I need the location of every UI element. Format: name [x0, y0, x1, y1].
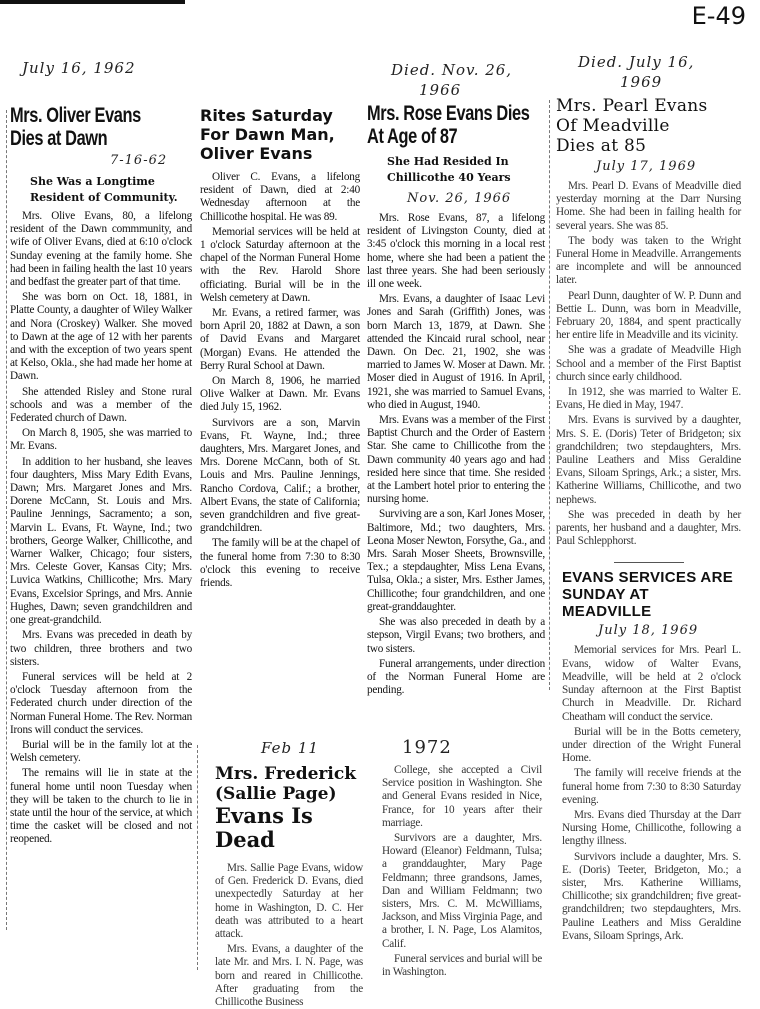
paragraph: The remains will lie in state at the funeral home until noon Tuesday when they will be taken to the church to lie in state until the hour of the service, at which time the casket will be closed and not reopened.	[10, 767, 192, 846]
handwritten-line: 1969	[620, 73, 663, 91]
handwritten-date: July 16, 1962	[22, 59, 136, 77]
paragraph: Mrs. Evans, a daughter of Isaac Levi Jones and Sarah (Griffith) Jones, was born March 13, 1879, at Dawn. She attended the Kincaid rural school, near Dawn. On Dec. 21, 1902, she was married to James W. Moser at Dawn. Mr. Moser died in August of 1916. In April, 1921, she was married to Samuel Evans, who died in August, 1940.	[367, 293, 545, 411]
headline-line: Mrs. Oliver Evans	[10, 104, 141, 127]
handwritten-note: 7-16-62	[110, 153, 168, 168]
paragraph: She attended Risley and Stone rural schools and was a member of the Federated church of Dawn.	[10, 385, 192, 425]
paragraph: The family will receive friends at the funeral home from 7:30 to 8:30 Saturday evening.	[562, 767, 741, 806]
paragraph: Mrs. Evans, a daughter of the late Mr. and Mrs. I. N. Page, was born and reared in Chillicothe. After graduating from the Chillicothe Business	[215, 943, 363, 1009]
paragraph: Mr. Evans, a retired farmer, was born April 20, 1882 at Dawn, a son of David Evans and Margaret (Morgan) Evans. He attended the Berry Rural School at Dawn.	[200, 307, 360, 372]
page-code: E-49	[691, 2, 746, 30]
paragraph: Survivors are a son, Marvin Evans, Ft. Wayne, Ind.; three daughters, Mrs. Margaret Jones, and Mrs. Dorene McCann, both of St. Louis and Mrs. Pauline Jennings, Rancho Cordova, Calif.; a brother, Albert Evans, the state of California; seven grandchildren and five great-grandchildren.	[200, 416, 360, 535]
headline-line: Mrs. Rose Evans Dies	[367, 102, 530, 125]
handwritten-date	[578, 52, 741, 92]
paragraph: On March 8, 1905, she was married to Mr. Evans.	[10, 427, 192, 453]
headline-line: Dies at 85	[556, 136, 647, 156]
paragraph: Mrs. Rose Evans, 87, a lifelong resident of Livingston County, died at 3:45 o'clock this morning in a local rest home, where she had been a patient the last three years. She had been seriously ill one week.	[367, 212, 545, 291]
paragraph: Survivors include a daughter, Mrs. S. E. (Doris) Teeter, Bridgeton, Mo.; a sister, Mrs. Katherine Williams, Chillicothe; six grandchildren; five great-grandchildren; two stepdaughters, Mrs. Pauline Leathers and Miss Geraldine Evans, Siloam Springs, Ark.	[562, 850, 741, 942]
paragraph: She was a gradate of Meadville High School and a member of the First Baptist church since early childhood.	[556, 344, 741, 383]
headline-line: (Sallie Page)	[215, 784, 337, 804]
subhead-line: Chillicothe 40 Years	[387, 171, 511, 184]
article-sallie-page-evans	[215, 738, 363, 1009]
paragraph: Mrs. Sallie Page Evans, widow of Gen. Frederick D. Evans, died unexpectedly Saturday at her home in Washington, D. C. Her death was attributed to a heart attack.	[215, 862, 363, 941]
article-sallie-page-evans-continued	[382, 738, 542, 979]
paragraph: She was also preceded in death by a stepson, Virgil Evans; two brothers, and two sisters.	[367, 616, 545, 655]
paragraph: Mrs. Pearl D. Evans of Meadville died yesterday morning at the Darr Nursing Home. She had been in failing health for several years. She was 85.	[556, 180, 741, 232]
headline-line: SUNDAY AT MEADVILLE	[562, 586, 652, 621]
paragraph: Burial will be in the Botts cemetery, under direction of the Wright Funeral Home.	[562, 725, 741, 765]
headline-line: For Dawn Man,	[200, 125, 335, 144]
column-rule	[197, 745, 198, 970]
article-evans-services	[556, 569, 741, 942]
paragraph: Memorial services for Mrs. Pearl L. Evans, widow of Walter Evans, Meadville, will be held at 2 o'clock Sunday afternoon at the First Baptist Church in Meadville. Dr. Richard Cheatham will conduct the service.	[562, 644, 741, 723]
handwritten-line: 1966	[419, 81, 462, 99]
paragraph: On March 8, 1906, he married Olive Walker at Dawn. Mr. Evans died July 15, 1962.	[200, 375, 360, 414]
meadville-column	[556, 52, 741, 943]
article-body	[10, 210, 192, 847]
headline-line: EVANS SERVICES ARE	[562, 569, 734, 587]
headline	[200, 106, 360, 163]
subhead-line: Resident of Community.	[30, 191, 178, 204]
article-body	[367, 212, 545, 697]
paragraph: In addition to her husband, she leaves four daughters, Miss Mary Edith Evans, Dawn; Mrs. Margaret Jones and Mrs. Dorene McCann, St. Louis and Mrs. Pauline Jennings, Sacramento; a son, Marvin L. Evans, Ft. Wayne, Ind.; two brothers, George Walker, Chillicothe, and Warner Walker, Chicago; four sisters, Mrs. Celeste Gover, Kansas City; Mrs. Luvica Watkins, Chillicothe; Mrs. Mary Evans, Excelsior Springs, and Mrs. Annie Hughes, Dawn; seven grandchildren and one great-grandchild.	[10, 455, 192, 627]
paragraph: Memorial services will be held at 1 o'clock Saturday afternoon at the chapel of the Norman Funeral Home with the Rev. Harold Shore officiating. Burial will be in the Welsh cemetery at Dawn.	[200, 225, 360, 304]
paragraph: Funeral arrangements, under direction of the Norman Funeral Home are pending.	[367, 657, 545, 697]
article-pearl-evans	[556, 52, 741, 548]
handwritten-year: 1972	[402, 737, 452, 758]
paragraph: Mrs. Evans was a member of the First Baptist Church and the Order of Eastern Star. She came to Chillicothe from the Dawn community 40 years ago and had resided here since that time. She resided at the Lambert hotel prior to entering the nursing home.	[367, 414, 545, 506]
article-olive-evans	[10, 58, 192, 847]
paragraph: In 1912, she was married to Walter E. Evans, He died in May, 1947.	[556, 386, 741, 412]
headline-line: Of Meadville	[556, 116, 670, 136]
paragraph: Mrs. Evans is survived by a daughter, Mrs. S. E. (Doris) Teter of Bridgeton; six grandchildren; two stepdaughters, Mrs. Pauline Leathers and Miss Geraldine Evans, Siloam Springs, Ark.; a sister, Mrs. Katherine Williams, Chillicothe, and two nephews.	[556, 414, 741, 506]
headline	[367, 102, 545, 148]
article-body	[562, 644, 741, 942]
paragraph: She was born on Oct. 18, 1881, in Platte County, a daughter of Wiley Walker and Nora (Croskey) Walker. She moved to Dawn at the age of 12 with her parents and with the exception of two years spent at Kelso, Okla., she had made her home at Dawn.	[10, 291, 192, 383]
headline-line: Mrs. Pearl Evans	[556, 96, 708, 116]
divider	[614, 562, 684, 563]
headline-line: At Age of 87	[367, 125, 458, 148]
paragraph: She was preceded in death by her parents, her husband and a daughter, Mrs. Paul Schlepphorst.	[556, 508, 741, 548]
subhead-line: She Had Resided In	[387, 155, 509, 168]
headline-line: Mrs. Frederick	[215, 764, 356, 784]
column-rule	[6, 110, 7, 930]
headline-line: Rites Saturday	[200, 106, 333, 125]
paragraph: Burial will be in the family lot at the Welsh cemetery.	[10, 738, 192, 765]
handwritten-note: July 18, 1969	[598, 623, 699, 639]
paragraph: The body was taken to the Wright Funeral Home in Meadville. Arrangements are incomplete and will be announced later.	[556, 234, 741, 287]
paragraph: Surviving are a son, Karl Jones Moser, Baltimore, Md.; two daughters, Mrs. Leona Moser Newton, Forsythe, Ga., and Mrs. Sarah Moser Sheets, Brownsville, Tex.; a stepdaughter, Miss Lena Evans, Tulsa, Okla.; a sister, Mrs. Esther James, Chillicothe; four grandchildren, and one great-granddaughter.	[367, 508, 545, 613]
headline	[556, 96, 741, 156]
headline-line: Oliver Evans	[200, 144, 313, 163]
paragraph: Mrs. Olive Evans, 80, a lifelong resident of the Dawn commmunity, and wife of Oliver Evans, died at 6:10 o'clock Sunday evening at the family home. She had been in failing health the last 10 years and bedfast the greater part of that time.	[10, 210, 192, 289]
paragraph: Oliver C. Evans, a lifelong resident of Dawn, died at 2:40 Wednesday afternoon at the Chillicothe hospital. He was 89.	[200, 171, 360, 223]
headline	[215, 764, 363, 852]
paragraph: Survivors are a daughter, Mrs. Howard (Eleanor) Feldmann, Tulsa; a granddaughter, Mary Page Feldmann; three grandsons, James, Dan and William Feldmann; two sisters, Mrs. C. M. McWilliams, Jackson, and Miss Virginia Page, and a brother, I. N. Page, Los Alamitos, Calif.	[382, 832, 542, 950]
handwritten-note: Nov. 26, 1966	[407, 191, 512, 206]
paragraph: Funeral services will be held at 2 o'clock Tuesday afternoon from the Federated church under direction of the Norman Funeral Home. The Rev. Norman Irons will conduct the services.	[10, 670, 192, 736]
article-body	[200, 171, 360, 590]
paragraph: Mrs. Evans was preceded in death by two children, three brothers and two sisters.	[10, 629, 192, 668]
article-rose-evans	[367, 60, 545, 697]
paragraph: College, she accepted a Civil Service position in Washington. She and General Evans resided in Nice, France, for 10 years after their marriage.	[382, 764, 542, 829]
paragraph: Pearl Dunn, daughter of W. P. Dunn and Bettie L. Dunn, was born in Meadville, February 20, 1884, and spent practically her entire life in Meadville and its vicinity.	[556, 289, 741, 342]
headline	[562, 569, 741, 620]
subhead	[387, 154, 545, 186]
paragraph: Funeral services and burial will be in Washington.	[382, 952, 542, 979]
handwritten-date	[391, 60, 545, 100]
article-body	[556, 180, 741, 548]
subhead	[30, 174, 192, 206]
handwritten-line: Died. Nov. 26,	[391, 61, 513, 79]
headline-line: Dies at Dawn	[10, 127, 108, 150]
article-body	[215, 862, 363, 1009]
headline	[10, 104, 192, 150]
handwritten-line: Died. July 16,	[578, 53, 695, 71]
subhead-line: She Was a Longtime	[30, 175, 155, 188]
scan-edge-bar	[0, 0, 185, 4]
article-oliver-evans	[200, 106, 360, 590]
paragraph: Mrs. Evans died Thursday at the Darr Nursing Home, Chillicothe, following a lengthy illness.	[562, 808, 741, 848]
paragraph: The family will be at the chapel of the funeral home from 7:30 to 8:30 o'clock this evening to receive friends.	[200, 537, 360, 590]
headline-line: Evans Is Dead	[215, 803, 313, 852]
handwritten-note: July 17, 1969	[596, 159, 697, 174]
column-rule	[549, 100, 550, 690]
article-body	[382, 764, 542, 979]
handwritten-date: Feb 11	[261, 739, 319, 757]
